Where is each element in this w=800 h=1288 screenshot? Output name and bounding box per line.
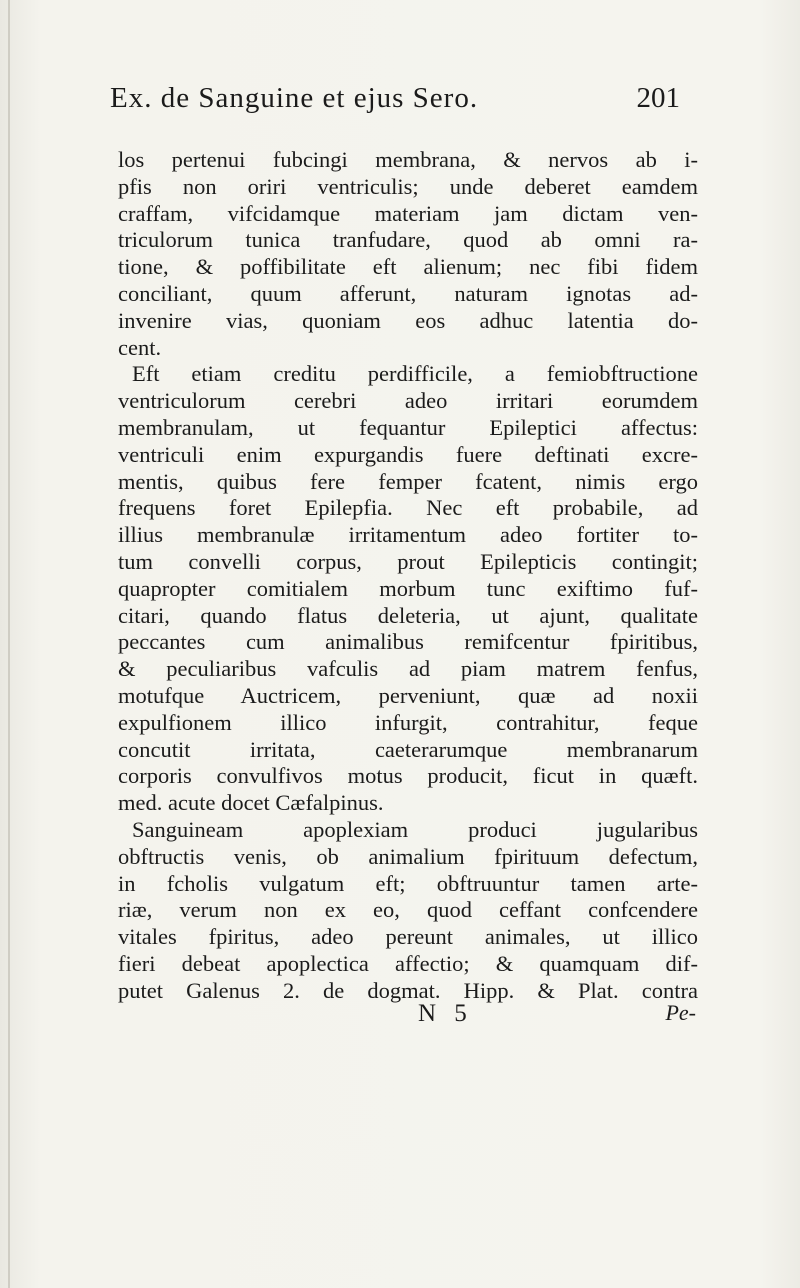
text-line: ventriculi enim expurgandis fuere deftinati excre- bbox=[118, 441, 698, 467]
text-line: ventriculorum cerebri adeo irritari eorumdem bbox=[118, 388, 698, 414]
running-head bbox=[110, 82, 680, 122]
text-line: frequens foret Epilepfia. Nec eft probabile, ad bbox=[118, 495, 698, 521]
text-line: illius membranulæ irritamentum adeo fortiter to- bbox=[118, 522, 698, 548]
text-line: tione, & poffibilitate eft alienum; nec fibi fidem bbox=[118, 254, 698, 280]
catchword: Pe- bbox=[665, 1000, 696, 1025]
text-line: vitales fpiritus, adeo pereunt animales, ut illico bbox=[118, 924, 698, 950]
text-line: membranulam, ut fequantur Epileptici affectus: bbox=[118, 414, 698, 440]
text-line: expulfionem illico infurgit, contrahitur, feque bbox=[118, 709, 698, 735]
text-line: concutit irritata, caeterarumque membranarum bbox=[118, 736, 698, 762]
text-line: mentis, quibus fere femper fcatent, nimis ergo bbox=[118, 468, 698, 494]
text-line: tum convelli corpus, prout Epilepticis contingit; bbox=[118, 548, 698, 574]
text-line: cent. bbox=[118, 334, 162, 360]
text-line: motufque Auctricem, perveniunt, quæ ad noxii bbox=[118, 682, 698, 708]
running-title: Ex. de Sanguine et ejus Sero. bbox=[110, 82, 479, 114]
text-line: obftructis venis, ob animalium fpirituum defectum, bbox=[118, 843, 698, 869]
text-line: med. acute docet Cæfalpinus. bbox=[118, 790, 384, 816]
text-line: putet Galenus 2. de dogmat. Hipp. & Plat. contra bbox=[118, 977, 698, 1003]
text-line: Sanguineam apoplexiam produci jugularibus bbox=[132, 816, 698, 842]
text-line: citari, quando flatus deleteria, ut ajunt, qualitate bbox=[118, 602, 698, 628]
text-line: conciliant, quum afferunt, naturam ignotas ad- bbox=[118, 280, 698, 306]
page-gutter-edge bbox=[8, 0, 10, 1288]
signature-mark: N 5 bbox=[418, 1000, 473, 1027]
body-text bbox=[118, 147, 698, 1005]
text-line: riæ, verum non ex eo, quod ceffant confcendere bbox=[118, 897, 698, 923]
text-line: Eft etiam creditu perdifficile, a femiobftructione bbox=[132, 361, 698, 387]
page-footer bbox=[118, 1000, 696, 1030]
text-line: & peculiaribus vafculis ad piam matrem fenfus, bbox=[118, 656, 698, 682]
text-line: craffam, vifcidamque materiam jam dictam ven- bbox=[118, 200, 698, 226]
text-line: peccantes cum animalibus remifcentur fpiritibus, bbox=[118, 629, 698, 655]
text-line: triculorum tunica tranfudare, quod ab omni ra- bbox=[118, 227, 698, 253]
text-line: invenire vias, quoniam eos adhuc latentia do- bbox=[118, 307, 698, 333]
text-line: los pertenui fubcingi membrana, & nervos ab i- bbox=[118, 147, 698, 172]
text-line: pfis non oriri ventriculis; unde deberet eamdem bbox=[118, 173, 698, 199]
page-number: 201 bbox=[636, 82, 680, 114]
text-line: in fcholis vulgatum eft; obftruuntur tamen arte- bbox=[118, 870, 698, 896]
text-line: quapropter comitialem morbum tunc exiftimo fuf- bbox=[118, 575, 698, 601]
text-line: fieri debeat apoplectica affectio; & quamquam dif- bbox=[118, 950, 698, 976]
text-line: corporis convulfivos motus producit, ficut in quæft. bbox=[118, 763, 698, 789]
